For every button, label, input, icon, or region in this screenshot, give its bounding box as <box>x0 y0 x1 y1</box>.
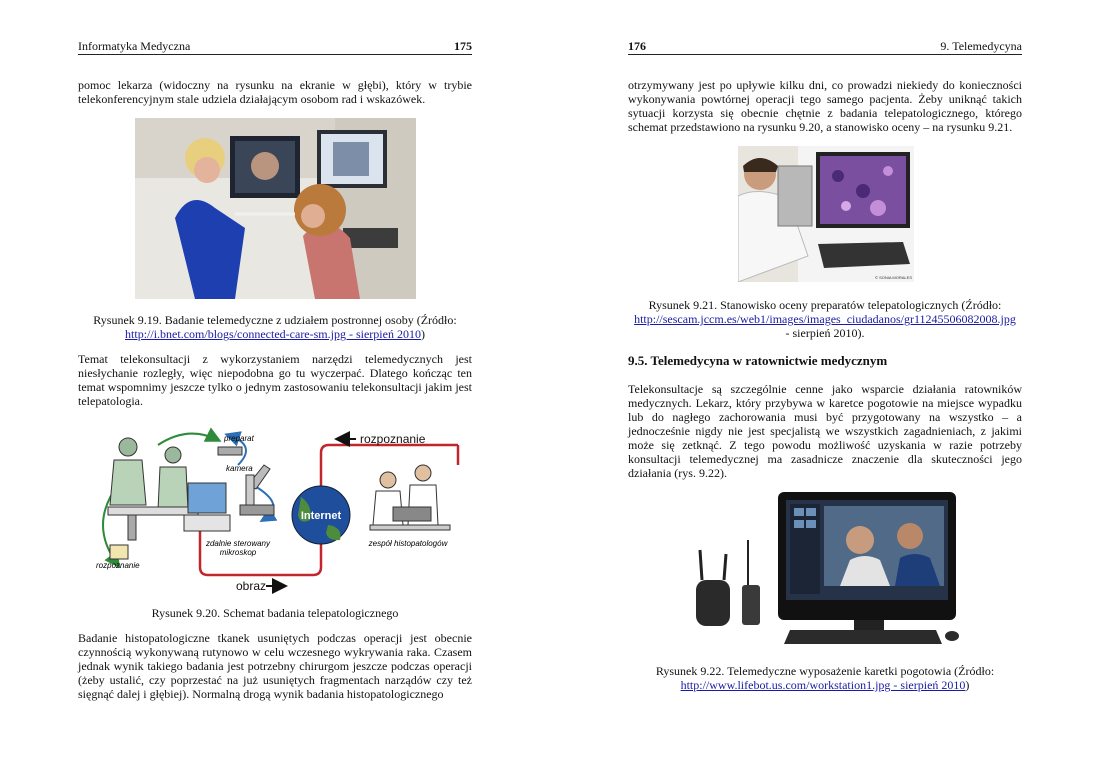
right-page <box>550 0 1100 781</box>
running-header <box>628 38 1022 55</box>
label-mikroskop-2: mikroskop <box>219 548 257 557</box>
label-rozpoznanie-bottom: rozpoznanie <box>96 561 140 570</box>
figure-9-22-caption <box>612 664 1038 692</box>
paragraph: Badanie histopatologiczne tkanek usuniętych podczas operacji jest obecnie czynnością wykonywaną rutynowo w celu wczesnego wykrywania raka. Czasem jednak wynik takiego badania jest potrzebny chirurgom jeszcze podczas operacji (żeby ustalić, czy poprzestać na już usuniętych fragmentach narządów czy też sięgnąć dalej i głębiej). Normalną drogą wynik badania histopatologicznego <box>78 631 472 701</box>
figure-9-21-caption <box>612 298 1038 340</box>
label-preparat: preparat <box>224 434 254 443</box>
caption-text: Rysunek 9.19. Badanie telemedyczne z udziałem postronnej osoby (Źródło: <box>93 313 457 327</box>
figure-9-20-caption: Rysunek 9.20. Schemat badania telepatologicznego <box>151 606 399 620</box>
header-title: Informatyka Medyczna <box>78 39 191 53</box>
running-header <box>78 38 472 55</box>
page-number: 176 <box>628 39 646 53</box>
caption-end: ) <box>965 678 970 692</box>
label-zespol: zespół histopatologów <box>368 539 448 548</box>
figure-9-21-photo <box>738 146 914 282</box>
label-mikroskop-1: zdalnie sterowany <box>205 539 271 548</box>
caption-end: - sierpień 2010). <box>785 326 865 340</box>
label-rozpoznanie-top: rozpoznanie <box>360 432 426 446</box>
figure-9-22-photo <box>690 490 960 650</box>
paragraph: otrzymywany jest po upływie kilku dni, co prowadzi niekiedy do konieczności wykonywania powtórnej operacji tego samego pacjenta. Żeby uniknąć takich sytuacji korzysta się obecnie chętnie z badania telepatologicznego, którego schemat przedstawiono na rysunku 9.20, a stanowisko oceny – na rysunku 9.21. <box>628 78 1022 134</box>
source-link[interactable]: http://i.bnet.com/blogs/connected-care-sm.jpg - sierpień 2010 <box>125 327 421 341</box>
source-link[interactable]: http://www.lifebot.us.com/workstation1.jpg - sierpień 2010 <box>680 678 966 692</box>
paragraph: pomoc lekarza (widoczny na rysunku na ekranie w głębi), który w trybie telekonferencyjnym stale udziela działającym osobom rad i wskazówek. <box>78 78 472 106</box>
source-link[interactable]: http://sescam.jccm.es/web1/images/images_ciudadanos/gr11245506082008.jpg <box>634 312 1016 326</box>
caption-text: Rysunek 9.21. Stanowisko oceny preparatów telepatologicznych (Źródło: <box>648 298 1002 312</box>
internet-label: Internet <box>300 510 342 522</box>
header-title: 9. Telemedycyna <box>940 39 1022 53</box>
caption-end: ) <box>420 327 425 341</box>
report-icon <box>110 545 128 559</box>
section-heading: 9.5. Telemedycyna w ratownictwie medycznym <box>628 353 888 368</box>
paragraph: Temat telekonsultacji z wykorzystaniem narzędzi telemedycznych jest niesłychanie rozległy, więc niepodobna go tu wyczerpać. Dlatego kończąc ten temat wspomnimy jeszcze tylko o jednym zastosowaniu telekonsultacji jakim jest telepatologia. <box>78 352 472 408</box>
label-kamera: kamera <box>226 464 253 473</box>
internet-globe-icon <box>292 486 350 544</box>
figure-9-19-photo <box>135 118 416 299</box>
photo-credit: © SONIA MORALES <box>875 275 912 280</box>
label-obraz: obraz <box>236 579 267 593</box>
figure-9-19-caption <box>78 313 472 341</box>
paragraph: Telekonsultacje są szczególnie cenne jako wsparcie działania ratowników medycznych. Lekarz, który przybywa w karetce pogotowie na miejsce wypadku lub do nagłego zachorowania musi być przygotowany na wszystko – a jednocześnie nigdy nie jest specjalistą we wszystkich zagadnieniach, z jakimi może się zetknąć. Z tego powodu możliwość uzyskania w razie potrzeby konsultacji telemedycznej ma zasadnicze znaczenie dla skuteczności jego działania (rys. 9.22). <box>628 382 1022 480</box>
caption-text: Rysunek 9.22. Telemedyczne wyposażenie karetki pogotowia (Źródło: <box>655 664 995 678</box>
pathologists-illustration <box>370 465 450 530</box>
figure-9-20-diagram <box>88 425 468 595</box>
page-number: 175 <box>454 39 472 53</box>
